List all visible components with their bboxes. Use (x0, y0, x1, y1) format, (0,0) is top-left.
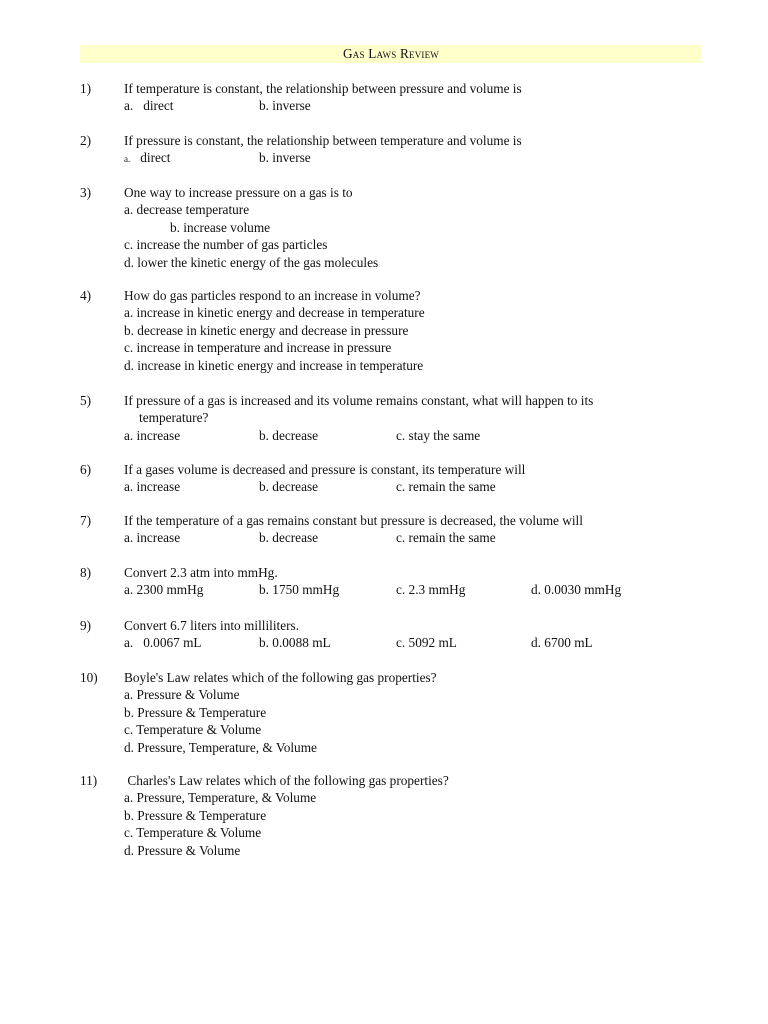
answer-options (124, 789, 316, 859)
option-c: c. increase the number of gas particles (124, 237, 328, 253)
question-text: How do gas particles respond to an increase in volume? (124, 288, 421, 303)
option-a: a. 2300 mmHg (124, 582, 204, 598)
option-b: b. 0.0088 mL (259, 635, 331, 651)
question-text: If the temperature of a gas remains constant but pressure is decreased, the volume will (124, 513, 583, 528)
option-b: b. increase volume (170, 219, 271, 235)
option-b: b. decrease (259, 427, 319, 443)
option-d: d. lower the kinetic energy of the gas molecules (124, 254, 379, 270)
option-d: d. 6700 mL (531, 635, 593, 651)
option-a (124, 149, 171, 168)
option-b: b. 1750 mmHg (259, 582, 340, 598)
option-d: d. Pressure, Temperature, & Volume (124, 739, 317, 755)
answer-options (124, 304, 425, 374)
question-number: 5) (80, 393, 92, 408)
option-c: c. 2.3 mmHg (396, 582, 466, 598)
option-c: c. Temperature & Volume (124, 825, 262, 841)
question-number: 1) (80, 81, 92, 96)
question-text: Boyle's Law relates which of the following gas properties? (124, 670, 437, 685)
question-number: 3) (80, 185, 92, 200)
option-c: c. remain the same (396, 479, 496, 495)
option-a: a. direct (124, 98, 174, 114)
option-text: direct (140, 150, 171, 166)
answer-options (124, 686, 317, 756)
answer-options (124, 201, 378, 271)
question-number: 8) (80, 565, 92, 580)
option-b: b. decrease in kinetic energy and decrease in pressure (124, 322, 409, 338)
option-a: a. decrease temperature (124, 202, 250, 218)
question-number: 9) (80, 618, 92, 633)
option-a: a. Pressure, Temperature, & Volume (124, 790, 317, 806)
option-c: c. stay the same (396, 427, 481, 443)
option-b: b. Pressure & Temperature (124, 807, 267, 823)
option-a: a. increase (124, 479, 181, 495)
question-text: If temperature is constant, the relationship between pressure and volume is (124, 81, 522, 96)
option-c: c. 5092 mL (396, 635, 457, 651)
question-number: 11) (80, 773, 98, 788)
option-b: b. Pressure & Temperature (124, 704, 267, 720)
option-a: a. increase (124, 427, 181, 443)
option-a: a. Pressure & Volume (124, 687, 240, 703)
question-text (124, 392, 684, 427)
question-text: If pressure is constant, the relationship between temperature and volume is (124, 133, 522, 148)
option-c: c. increase in temperature and increase in pressure (124, 340, 392, 356)
option-c: c. Temperature & Volume (124, 722, 262, 738)
option-b: b. decrease (259, 530, 319, 546)
question-number: 4) (80, 288, 92, 303)
question-text-line-1: If pressure of a gas is increased and its volume remains constant, what will happen to its (124, 393, 594, 408)
question-text: One way to increase pressure on a gas is to (124, 185, 353, 200)
option-d: d. increase in kinetic energy and increase in temperature (124, 357, 424, 373)
option-b: b. inverse (259, 98, 311, 114)
option-d: d. Pressure & Volume (124, 842, 241, 858)
question-text-line-2: temperature? (139, 410, 209, 426)
option-a: a. 0.0067 mL (124, 635, 202, 651)
option-b: b. decrease (259, 479, 319, 495)
option-c: c. remain the same (396, 530, 496, 546)
option-d: d. 0.0030 mmHg (531, 582, 622, 598)
question-number: 2) (80, 133, 92, 148)
option-letter: a. (124, 154, 131, 165)
question-text: If a gases volume is decreased and pressure is constant, its temperature will (124, 462, 526, 477)
question-number: 7) (80, 513, 92, 528)
option-a: a. increase in kinetic energy and decrease in temperature (124, 305, 425, 321)
option-a: a. increase (124, 530, 181, 546)
question-number: 10) (80, 670, 98, 685)
page-title: Gas Laws Review (80, 45, 702, 63)
option-b: b. inverse (259, 150, 311, 166)
question-number: 6) (80, 462, 92, 477)
question-text: Charles's Law relates which of the following gas properties? (124, 773, 449, 788)
question-text: Convert 6.7 liters into milliliters. (124, 618, 300, 633)
question-text: Convert 2.3 atm into mmHg. (124, 565, 278, 580)
